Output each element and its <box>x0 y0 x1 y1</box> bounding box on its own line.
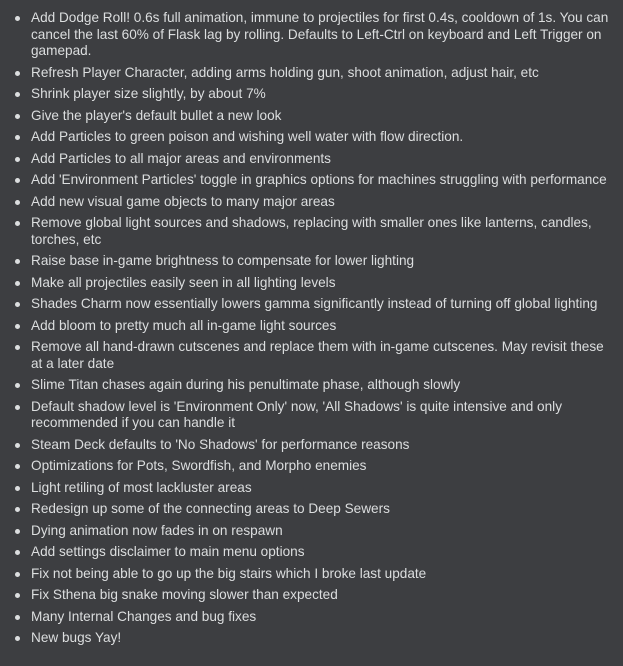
bullet-icon <box>15 92 20 97</box>
list-item-text: Add Particles to all major areas and environments <box>31 150 331 166</box>
list-item <box>6 296 615 313</box>
list-item-text: Remove global light sources and shadows, replacing with smaller ones like lanterns, candles, torches, etc <box>31 215 592 247</box>
list-item <box>6 172 615 189</box>
bullet-icon <box>15 464 20 469</box>
list-item-text: Many Internal Changes and bug fixes <box>31 608 257 624</box>
bullet-icon <box>15 114 20 119</box>
bullet-icon <box>15 302 20 307</box>
list-item-text: Add settings disclaimer to main menu options <box>31 544 305 560</box>
bullet-icon <box>15 405 20 410</box>
list-item-text: Dying animation now fades in on respawn <box>31 522 283 538</box>
bullet-icon <box>15 281 20 286</box>
list-item-text: Add Dodge Roll! 0.6s full animation, immune to projectiles for first 0.4s, cooldown of 1s. You can cancel the last 60% of Flask lag by rolling. Defaults to Left-Ctrl on keyboard and Left Trigger on gamepad. <box>31 10 609 59</box>
list-item <box>6 65 615 82</box>
list-item <box>6 129 615 146</box>
list-item-text: Steam Deck defaults to 'No Shadows' for performance reasons <box>31 436 410 452</box>
list-item <box>6 399 615 432</box>
list-item-text: Fix Sthena big snake moving slower than expected <box>31 587 338 603</box>
list-item <box>6 544 615 561</box>
list-item-text: Shades Charm now essentially lowers gamma significantly instead of turning off global lighting <box>31 296 598 312</box>
list-item-text: Redesign up some of the connecting areas to Deep Sewers <box>31 501 390 517</box>
bullet-icon <box>15 259 20 264</box>
bullet-icon <box>15 221 20 226</box>
bullet-icon <box>15 200 20 205</box>
list-item-text: Slime Titan chases again during his penultimate phase, although slowly <box>31 377 461 393</box>
bullet-icon <box>15 529 20 534</box>
list-item <box>6 151 615 168</box>
list-item <box>6 437 615 454</box>
list-item <box>6 275 615 292</box>
list-item <box>6 253 615 270</box>
list-item <box>6 194 615 211</box>
list-item-text: Remove all hand-drawn cutscenes and replace them with in-game cutscenes. May revisit these at a later date <box>31 339 604 371</box>
list-item <box>6 566 615 583</box>
bullet-icon <box>15 572 20 577</box>
list-item <box>6 480 615 497</box>
bullet-icon <box>15 157 20 162</box>
list-item <box>6 10 615 60</box>
list-item <box>6 339 615 372</box>
bullet-icon <box>15 135 20 140</box>
list-item-text: Optimizations for Pots, Swordfish, and Morpho enemies <box>31 458 367 474</box>
list-item-text: Refresh Player Character, adding arms holding gun, shoot animation, adjust hair, etc <box>31 64 539 80</box>
list-item <box>6 377 615 394</box>
bullet-icon <box>15 443 20 448</box>
bullet-icon <box>15 550 20 555</box>
bullet-icon <box>15 615 20 620</box>
bullet-icon <box>15 71 20 76</box>
list-item-text: Give the player's default bullet a new look <box>31 107 282 123</box>
list-item-text: New bugs Yay! <box>31 630 122 646</box>
list-item-text: Make all projectiles easily seen in all lighting levels <box>31 274 336 290</box>
changelog-list <box>6 10 615 647</box>
list-item-text: Raise base in-game brightness to compensate for lower lighting <box>31 253 415 269</box>
bullet-icon <box>15 486 20 491</box>
list-item <box>6 587 615 604</box>
list-item-text: Shrink player size slightly, by about 7% <box>31 86 266 102</box>
list-item-text: Add Particles to green poison and wishing well water with flow direction. <box>31 129 464 145</box>
list-item-text: Add 'Environment Particles' toggle in graphics options for machines struggling with performance <box>31 172 607 188</box>
list-item <box>6 108 615 125</box>
list-item <box>6 630 615 647</box>
bullet-icon <box>15 16 20 21</box>
bullet-icon <box>15 345 20 350</box>
list-item-text: Add new visual game objects to many major areas <box>31 193 335 209</box>
bullet-icon <box>15 636 20 641</box>
list-item-text: Add bloom to pretty much all in-game light sources <box>31 317 337 333</box>
bullet-icon <box>15 593 20 598</box>
list-item-text: Light retiling of most lackluster areas <box>31 479 252 495</box>
list-item <box>6 318 615 335</box>
list-item-text: Default shadow level is 'Environment Only' now, 'All Shadows' is quite intensive and only recommended if you can handle it <box>31 398 562 431</box>
bullet-icon <box>15 383 20 388</box>
list-item <box>6 86 615 103</box>
list-item <box>6 501 615 518</box>
list-item <box>6 458 615 475</box>
list-item-text: Fix not being able to go up the big stairs which I broke last update <box>31 565 427 581</box>
list-item <box>6 609 615 626</box>
bullet-icon <box>15 324 20 329</box>
list-item <box>6 215 615 248</box>
bullet-icon <box>15 178 20 183</box>
bullet-icon <box>15 507 20 512</box>
list-item <box>6 523 615 540</box>
